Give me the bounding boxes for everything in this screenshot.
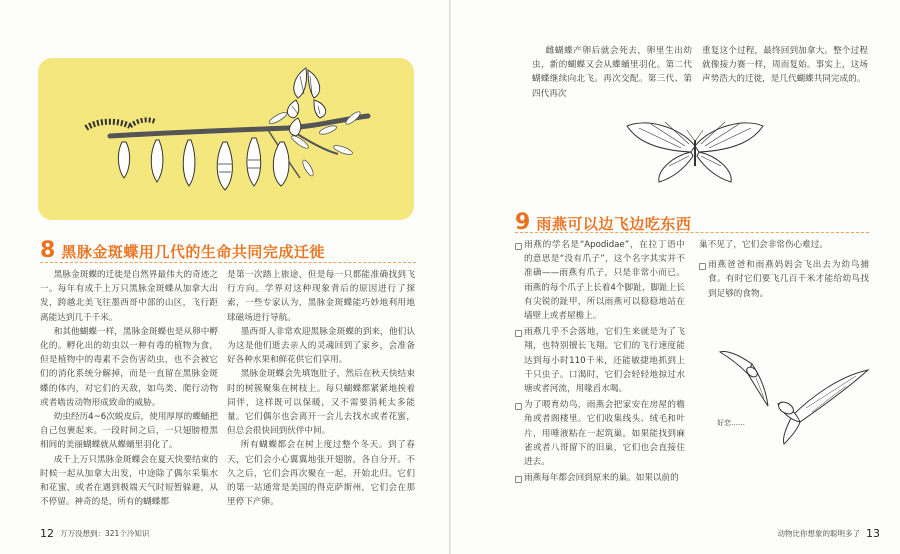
illustration-caption: 好恋…… bbox=[717, 419, 745, 427]
paragraph: 重复这个过程，最终回到加拿大。整个过程就像接力赛一样，周而复始。事实上，这场声势浩大的迁徙，是几代蝴蝶共同完成的。 bbox=[702, 46, 868, 85]
chapter-title: 动物比你想象的聪明多了 bbox=[777, 529, 860, 538]
bullet-item: 为了喂育幼鸟，雨燕会把家安在房屋的檐角或者阁楼里。它们收集线头、绒毛和叶片，用唾液粘在一起筑巢。如果能找到麻雀或者八哥留下的旧巢，它们也会直接住进去。 bbox=[515, 398, 685, 469]
right-page bbox=[451, 0, 900, 554]
monarch-lifecycle-illustration bbox=[38, 58, 414, 220]
paragraph: 所有蝴蝶都会在树上度过整个冬天。到了春天，它们会小心翼翼地张开翅膀，各自分开。不久之后，它们会再次聚在一起，开始北归。它们的第一站通常是美国的得克萨斯州，它们会在那里停下产卵。 bbox=[227, 440, 415, 508]
section-9-heading bbox=[515, 212, 691, 234]
butterfly-sketch bbox=[621, 116, 769, 186]
section-8-heading bbox=[40, 240, 325, 262]
paragraph: 墨西哥人非常欢迎黑脉金斑蝶的到来，他们认为这是他们逝去亲人的灵魂回到了家乡，会准备好各种水果和鲜花供它们享用。 bbox=[227, 326, 415, 366]
bullet-item: 雨燕几乎不会落地，它们生来就是为了飞翔，也特别擅长飞翔。它们的飞行速度能达到每小时110千米，还能敏捷地抓到上千只虫子。口渴时，它们会轻轻地掠过水塘或者河流，用喙舀水喝。 bbox=[515, 325, 685, 396]
paragraph: 黑脉金斑蝶的迁徙是自然界最伟大的奇迹之一。每年有成千上万只黑脉金斑蝶从加拿大出发，跨越北美飞往墨西哥中部的山区，飞行距离能达到几千千米。 bbox=[40, 270, 218, 323]
paragraph: 和其他蝴蝶一样，黑脉金斑蝶也是从卵中孵化的。孵化出的幼虫以一种有毒的植物为食，但是植物中的毒素不会伤害幼虫，也不会被它们的消化系统分解掉，而是一直留在黑脉金斑蝶的体内，对它们的天敌，如鸟类、爬行动物或者啮齿动物形成致命的威胁。 bbox=[40, 326, 218, 408]
left-column-1 bbox=[40, 268, 218, 509]
paragraph: 雌蝴蝶产卵后就会死去，卵里生出幼虫，新的蝴蝶又会从蝶蛹里羽化。第二代蝴蝶继续向北飞。再次交配。第三代、第四代再次 bbox=[532, 46, 692, 99]
paragraph: 成千上万只黑脉金斑蝶会在夏天快要结束的时候一起从加拿大出发，中途除了偶尔采集水和花蜜，或者在遇到极端天气时短暂躲避，从不停留。神奇的是，所有的蝴蝶都 bbox=[40, 454, 218, 508]
paragraph: 巢不见了，它们会非常伤心难过。 bbox=[699, 240, 828, 250]
paragraph: 是第一次踏上旅途，但是每一只都能准确找到飞行方向。学界对这种现象背后的原因进行了探索，一些专家认为，黑脉金斑蝶能巧妙地利用地球磁场进行导航。 bbox=[227, 270, 415, 323]
section-divider bbox=[40, 262, 416, 263]
left-column-2 bbox=[227, 268, 415, 509]
paragraph: 幼虫经历4~6次蜕皮后，使用厚厚的蝶蛹把自己包裹起来。一段时间之后，一只翅膀橙黑相间的美丽蝴蝶就从蝶蛹里羽化了。 bbox=[40, 412, 218, 451]
right-top-column-2 bbox=[702, 44, 868, 87]
right-top-column-1 bbox=[532, 44, 692, 101]
right-column-1 bbox=[515, 238, 685, 487]
section-number: 9 bbox=[515, 210, 531, 235]
paragraph: 黑脉金斑蝶会先填饱肚子，然后在秋天快结束时的树簇聚集在树枝上。每只蝴蝶都紧紧地挨着同伴，这样既可以保暖，又不需要消耗太多能量。它们偶尔也会离开一会儿去找水或者花蜜，但总会很快回到伙伴中间。 bbox=[227, 369, 415, 437]
left-page bbox=[0, 0, 449, 554]
monarch-branch-drawing bbox=[38, 58, 414, 220]
section-title: 雨燕可以边飞边吃东西 bbox=[536, 214, 692, 233]
bullet-item: 雨燕每年都会回到原来的巢。如果以前的 bbox=[515, 471, 685, 485]
swifts-sketch bbox=[716, 346, 874, 446]
section-divider bbox=[515, 232, 869, 233]
section-number: 8 bbox=[40, 238, 56, 263]
page-number: 13 bbox=[866, 527, 880, 540]
bullet-item: 雨燕的学名是“Apodidae”，在拉丁语中的意思是“没有爪子”，这个名字其实并不准确——雨燕有爪子，只是非常小而已。雨燕的每个爪子上长着4个脚趾，脚趾上长有尖锐的趾甲，所以雨燕可以稳稳地站在墙壁上或者屋檐上。 bbox=[515, 238, 685, 323]
section-title: 黑脉金斑蝶用几代的生命共同完成迁徙 bbox=[61, 242, 325, 261]
left-folio bbox=[40, 527, 149, 540]
book-title: 万万没想到：321个冷知识 bbox=[60, 529, 150, 538]
page-number: 12 bbox=[40, 527, 54, 540]
right-folio bbox=[778, 527, 881, 540]
bullet-item: 雨燕爸爸和雨燕妈妈会飞出去为幼鸟捕食。有时它们要飞几百千米才能给幼鸟找到足够的食物。 bbox=[699, 258, 869, 301]
right-column-2 bbox=[699, 238, 869, 303]
